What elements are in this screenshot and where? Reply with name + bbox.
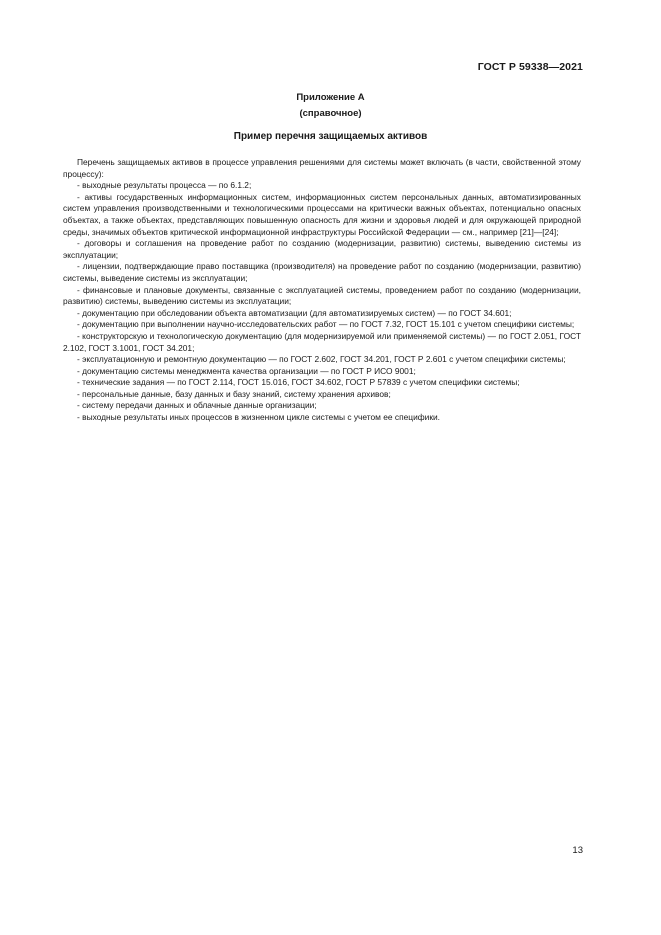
list-item: - систему передачи данных и облачные данные организации; [77, 400, 317, 411]
intro-paragraph: Перечень защищаемых активов в процессе управления решениями для системы может включать (в части, свойственной этому процессу): [63, 157, 581, 179]
list-item: - эксплуатационную и ремонтную документацию — по ГОСТ 2.602, ГОСТ 34.201, ГОСТ Р 2.601 с учетом специфики системы; [77, 354, 566, 365]
list-item: - технические задания — по ГОСТ 2.114, ГОСТ 15.016, ГОСТ 34.602, ГОСТ Р 57839 с учетом специфики системы; [77, 377, 520, 388]
list-item: - выходные результаты иных процессов в жизненном цикле системы с учетом ее специфики. [77, 412, 440, 423]
page-number: 13 [572, 845, 583, 856]
appendix-title: Приложение А [296, 92, 365, 103]
list-item: - договоры и соглашения на проведение работ по созданию (модернизации, развитию) системы, выведению системы из эксплуатации; [63, 238, 581, 260]
list-item: - документацию системы менеджмента качества организации — по ГОСТ Р ИСО 9001; [77, 365, 416, 376]
list-item: - документацию при обследовании объекта автоматизации (для автоматизируемых систем) — по ГОСТ 34.601; [77, 307, 512, 318]
list-item: - активы государственных информационных систем, информационных систем персональных данных, автоматизированных систем управления производственными и технологическими процессами на критически важных объектах, потенциально опасных объектах, а также объектах, представляющих повышенную опасность для жизни и здоровья людей и для окружающей природной среды, значимых объектов критической информационной инфраструктуры Российской Федерации — см., например [21]—[24]; [63, 191, 581, 237]
appendix-subtitle: (справочное) [299, 108, 362, 119]
list-item: - выходные результаты процесса — по 6.1.2; [77, 180, 252, 191]
list-item: - конструкторскую и технологическую документацию (для модернизируемой или применяемой системы) — по ГОСТ 2.051, ГОСТ 2.102, ГОСТ 3.1001, ГОСТ 34.201; [63, 330, 581, 353]
list-item: - финансовые и плановые документы, связанные с эксплуатацией системы, проведением работ по созданию (модернизации, развитию) системы, выведению системы из эксплуатации; [63, 284, 581, 307]
body-text [63, 157, 581, 424]
list-item: - персональные данные, базу данных и базу знаний, систему хранения архивов; [77, 388, 391, 399]
section-title: Пример перечня защищаемых активов [233, 131, 428, 142]
document-code: ГОСТ Р 59338—2021 [477, 61, 583, 73]
list-item: - лицензии, подтверждающие право поставщика (производителя) на проведение работ по созданию (модернизации, развитию) системы, выведение системы из эксплуатации; [63, 261, 581, 283]
list-item: - документацию при выполнении научно-исследовательских работ — по ГОСТ 7.32, ГОСТ 15.101 с учетом специфики системы; [77, 319, 575, 330]
